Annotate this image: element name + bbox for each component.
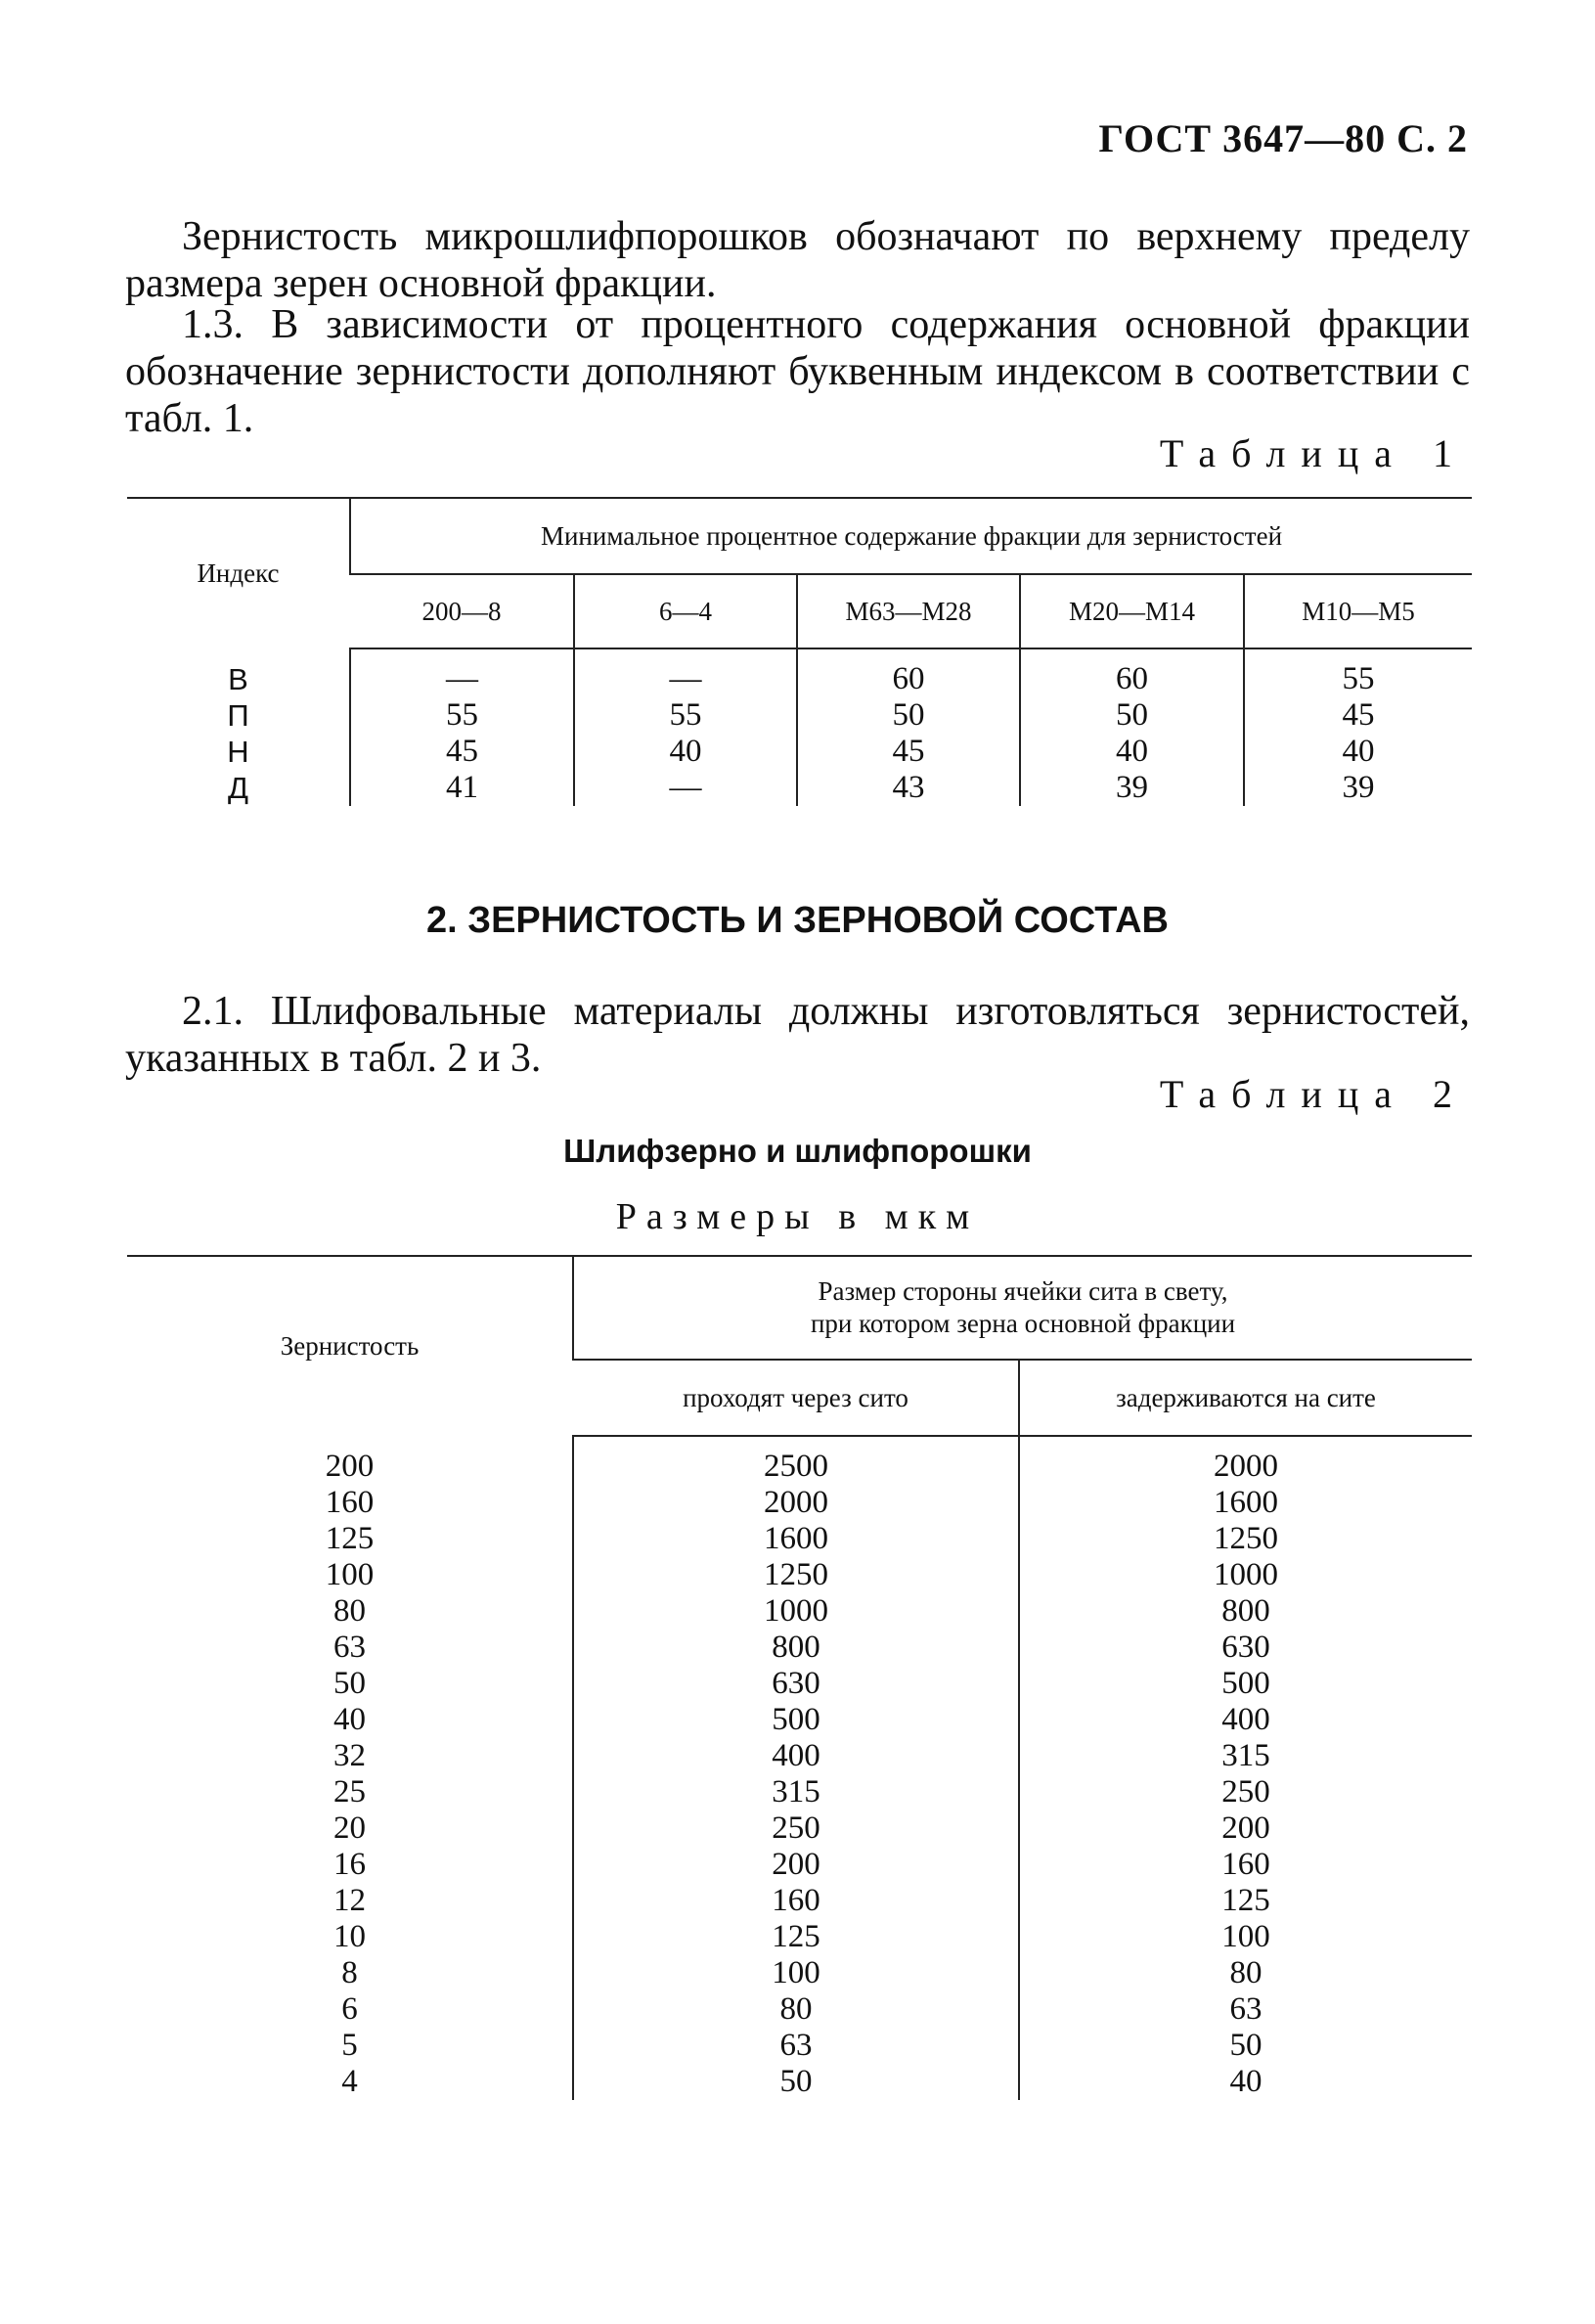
table2-cell: 250 bbox=[1019, 1774, 1472, 1810]
table1-cell: П bbox=[227, 698, 249, 733]
table2-cell: 80 bbox=[333, 1593, 366, 1629]
table2-cell: 80 bbox=[573, 1991, 1019, 2028]
table2-cell: 63 bbox=[333, 1630, 366, 1665]
table2-cell: 5 bbox=[341, 2028, 358, 2063]
table2-row bbox=[127, 1847, 1472, 1883]
table1-subheader: М10—М5 bbox=[1244, 574, 1472, 648]
table2-cell: 500 bbox=[1019, 1666, 1472, 1702]
table1-cell: 41 bbox=[350, 770, 574, 806]
table2-cell: 125 bbox=[573, 1919, 1019, 1955]
table1-cell: — bbox=[350, 648, 574, 697]
table2-cell: 80 bbox=[1019, 1955, 1472, 1991]
table2-row bbox=[127, 1557, 1472, 1593]
table2-cell: 2000 bbox=[573, 1485, 1019, 1521]
table2-cell: 40 bbox=[1019, 2064, 1472, 2100]
table2-cell: 315 bbox=[1019, 1738, 1472, 1774]
table1-row bbox=[127, 770, 1472, 806]
table2-row bbox=[127, 1630, 1472, 1666]
table1-header-index: Индекс bbox=[127, 498, 350, 648]
table2-cell: 10 bbox=[333, 1919, 366, 1954]
table2-cell: 16 bbox=[333, 1847, 366, 1882]
table2-cell: 315 bbox=[573, 1774, 1019, 1810]
table2-cell: 400 bbox=[573, 1738, 1019, 1774]
table2-cell: 50 bbox=[573, 2064, 1019, 2100]
table2-cell: 630 bbox=[1019, 1630, 1472, 1666]
table2-cell: 2000 bbox=[1019, 1436, 1472, 1485]
table2-cell: 200 bbox=[573, 1847, 1019, 1883]
table2-row bbox=[127, 1919, 1472, 1955]
table2-cell: 1600 bbox=[573, 1521, 1019, 1557]
table2-cell: 160 bbox=[1019, 1847, 1472, 1883]
table2-cell: 1000 bbox=[1019, 1557, 1472, 1593]
table1-cell: 40 bbox=[1020, 734, 1244, 770]
table1-cell: 39 bbox=[1020, 770, 1244, 806]
table2-subheader: задерживаются на сите bbox=[1019, 1360, 1472, 1436]
table2-cell: 100 bbox=[573, 1955, 1019, 1991]
table2-row bbox=[127, 1593, 1472, 1630]
table2-row bbox=[127, 1883, 1472, 1919]
table1-cell: Н bbox=[227, 735, 249, 769]
table1-cell: 39 bbox=[1244, 770, 1472, 806]
table1-subheader: 200—8 bbox=[350, 574, 574, 648]
page-header: ГОСТ 3647—80 С. 2 bbox=[1098, 116, 1468, 160]
table1-cell: 45 bbox=[797, 734, 1020, 770]
table1-cell: — bbox=[574, 648, 797, 697]
table1-cell: 45 bbox=[350, 734, 574, 770]
table2-cell: 20 bbox=[333, 1810, 366, 1846]
table1-subheader: М63—М28 bbox=[797, 574, 1020, 648]
table2-row bbox=[127, 1485, 1472, 1521]
table2-header-grain: Зернистость bbox=[127, 1256, 573, 1436]
table2-cell: 50 bbox=[333, 1666, 366, 1701]
table2-header-group bbox=[573, 1256, 1472, 1360]
paragraph-grain-designation: Зернистость микрошлифпорошков обозначают по верхнему пределу размера зерен основной фракции. bbox=[125, 214, 1470, 306]
table2-header-group-line2: при котором зерна основной фракции bbox=[810, 1309, 1236, 1338]
table1-cell: 60 bbox=[797, 648, 1020, 697]
table2-cell: 1000 bbox=[573, 1593, 1019, 1630]
table2-cell: 8 bbox=[341, 1955, 358, 1990]
table2-cell: 1600 bbox=[1019, 1485, 1472, 1521]
table2-cell: 200 bbox=[1019, 1810, 1472, 1847]
table2-cell: 32 bbox=[333, 1738, 366, 1773]
table2 bbox=[127, 1255, 1472, 2100]
table2-subheader: проходят через сито bbox=[573, 1360, 1019, 1436]
table2-row bbox=[127, 1666, 1472, 1702]
table2-cell: 40 bbox=[333, 1702, 366, 1737]
table2-cell: 2500 bbox=[573, 1436, 1019, 1485]
table2-cell: 63 bbox=[573, 2028, 1019, 2064]
table1-cell: 50 bbox=[797, 697, 1020, 734]
table2-cell: 50 bbox=[1019, 2028, 1472, 2064]
table1-cell: 50 bbox=[1020, 697, 1244, 734]
table2-body bbox=[127, 1436, 1472, 2100]
table1-cell: 40 bbox=[574, 734, 797, 770]
section-2-title: 2. ЗЕРНИСТОСТЬ И ЗЕРНОВОЙ СОСТАВ bbox=[426, 900, 1169, 941]
table1-cell: 40 bbox=[1244, 734, 1472, 770]
table2-row bbox=[127, 2064, 1472, 2100]
table2-row bbox=[127, 1955, 1472, 1991]
table2-cell: 1250 bbox=[1019, 1521, 1472, 1557]
table1 bbox=[127, 497, 1472, 806]
table2-row bbox=[127, 2028, 1472, 2064]
table1-body bbox=[127, 648, 1472, 806]
table2-cell: 400 bbox=[1019, 1702, 1472, 1738]
table2-row bbox=[127, 1702, 1472, 1738]
paragraph-2-1: 2.1. Шлифовальные материалы должны изготовляться зернистостей, указанных в табл. 2 и 3. bbox=[125, 989, 1470, 1081]
table2-cell: 630 bbox=[573, 1666, 1019, 1702]
table1-cell: 55 bbox=[1244, 648, 1472, 697]
table2-row bbox=[127, 1991, 1472, 2028]
table2-cell: 63 bbox=[1019, 1991, 1472, 2028]
table2-cell: 200 bbox=[325, 1448, 375, 1484]
table1-cell: 55 bbox=[350, 697, 574, 734]
table2-cell: 800 bbox=[573, 1630, 1019, 1666]
table2-units: Размеры в мкм bbox=[615, 1196, 980, 1237]
table1-cell: 45 bbox=[1244, 697, 1472, 734]
table2-cell: 160 bbox=[573, 1883, 1019, 1919]
table2-cell: 25 bbox=[333, 1774, 366, 1810]
table2-caption: Таблица 2 bbox=[1159, 1072, 1468, 1116]
table1-header-group: Минимальное процентное содержание фракции для зернистостей bbox=[350, 498, 1472, 574]
table1-row bbox=[127, 697, 1472, 734]
table2-row bbox=[127, 1436, 1472, 1485]
table2-row bbox=[127, 1810, 1472, 1847]
table2-cell: 250 bbox=[573, 1810, 1019, 1847]
table2-cell: 125 bbox=[1019, 1883, 1472, 1919]
table2-cell: 100 bbox=[325, 1557, 375, 1592]
table1-row bbox=[127, 648, 1472, 697]
table1-cell: 55 bbox=[574, 697, 797, 734]
table2-cell: 800 bbox=[1019, 1593, 1472, 1630]
table1-subheader: М20—М14 bbox=[1020, 574, 1244, 648]
table2-cell: 1250 bbox=[573, 1557, 1019, 1593]
table2-cell: 100 bbox=[1019, 1919, 1472, 1955]
table2-header-group-line1: Размер стороны ячейки сита в свету, bbox=[818, 1276, 1228, 1306]
table1-caption: Таблица 1 bbox=[1159, 431, 1468, 475]
table2-title: Шлифзерно и шлифпорошки bbox=[563, 1133, 1032, 1169]
table1-cell: 43 bbox=[797, 770, 1020, 806]
table2-cell: 4 bbox=[341, 2064, 358, 2099]
table1-subheader: 6—4 bbox=[574, 574, 797, 648]
table1-row bbox=[127, 734, 1472, 770]
table2-row bbox=[127, 1738, 1472, 1774]
table1-cell: Д bbox=[228, 771, 248, 805]
table1-cell: 60 bbox=[1020, 648, 1244, 697]
table2-cell: 12 bbox=[333, 1883, 366, 1918]
table2-cell: 500 bbox=[573, 1702, 1019, 1738]
paragraph-1-3: 1.3. В зависимости от процентного содержания основной фракции обозначение зернистости дополняют буквенным индексом в соответствии с табл. 1. bbox=[125, 302, 1470, 441]
table2-row bbox=[127, 1521, 1472, 1557]
table2-cell: 160 bbox=[325, 1485, 375, 1520]
table1-cell: — bbox=[574, 770, 797, 806]
table2-cell: 125 bbox=[325, 1521, 375, 1556]
table2-row bbox=[127, 1774, 1472, 1810]
table2-cell: 6 bbox=[341, 1991, 358, 2027]
table1-cell: В bbox=[228, 661, 248, 696]
